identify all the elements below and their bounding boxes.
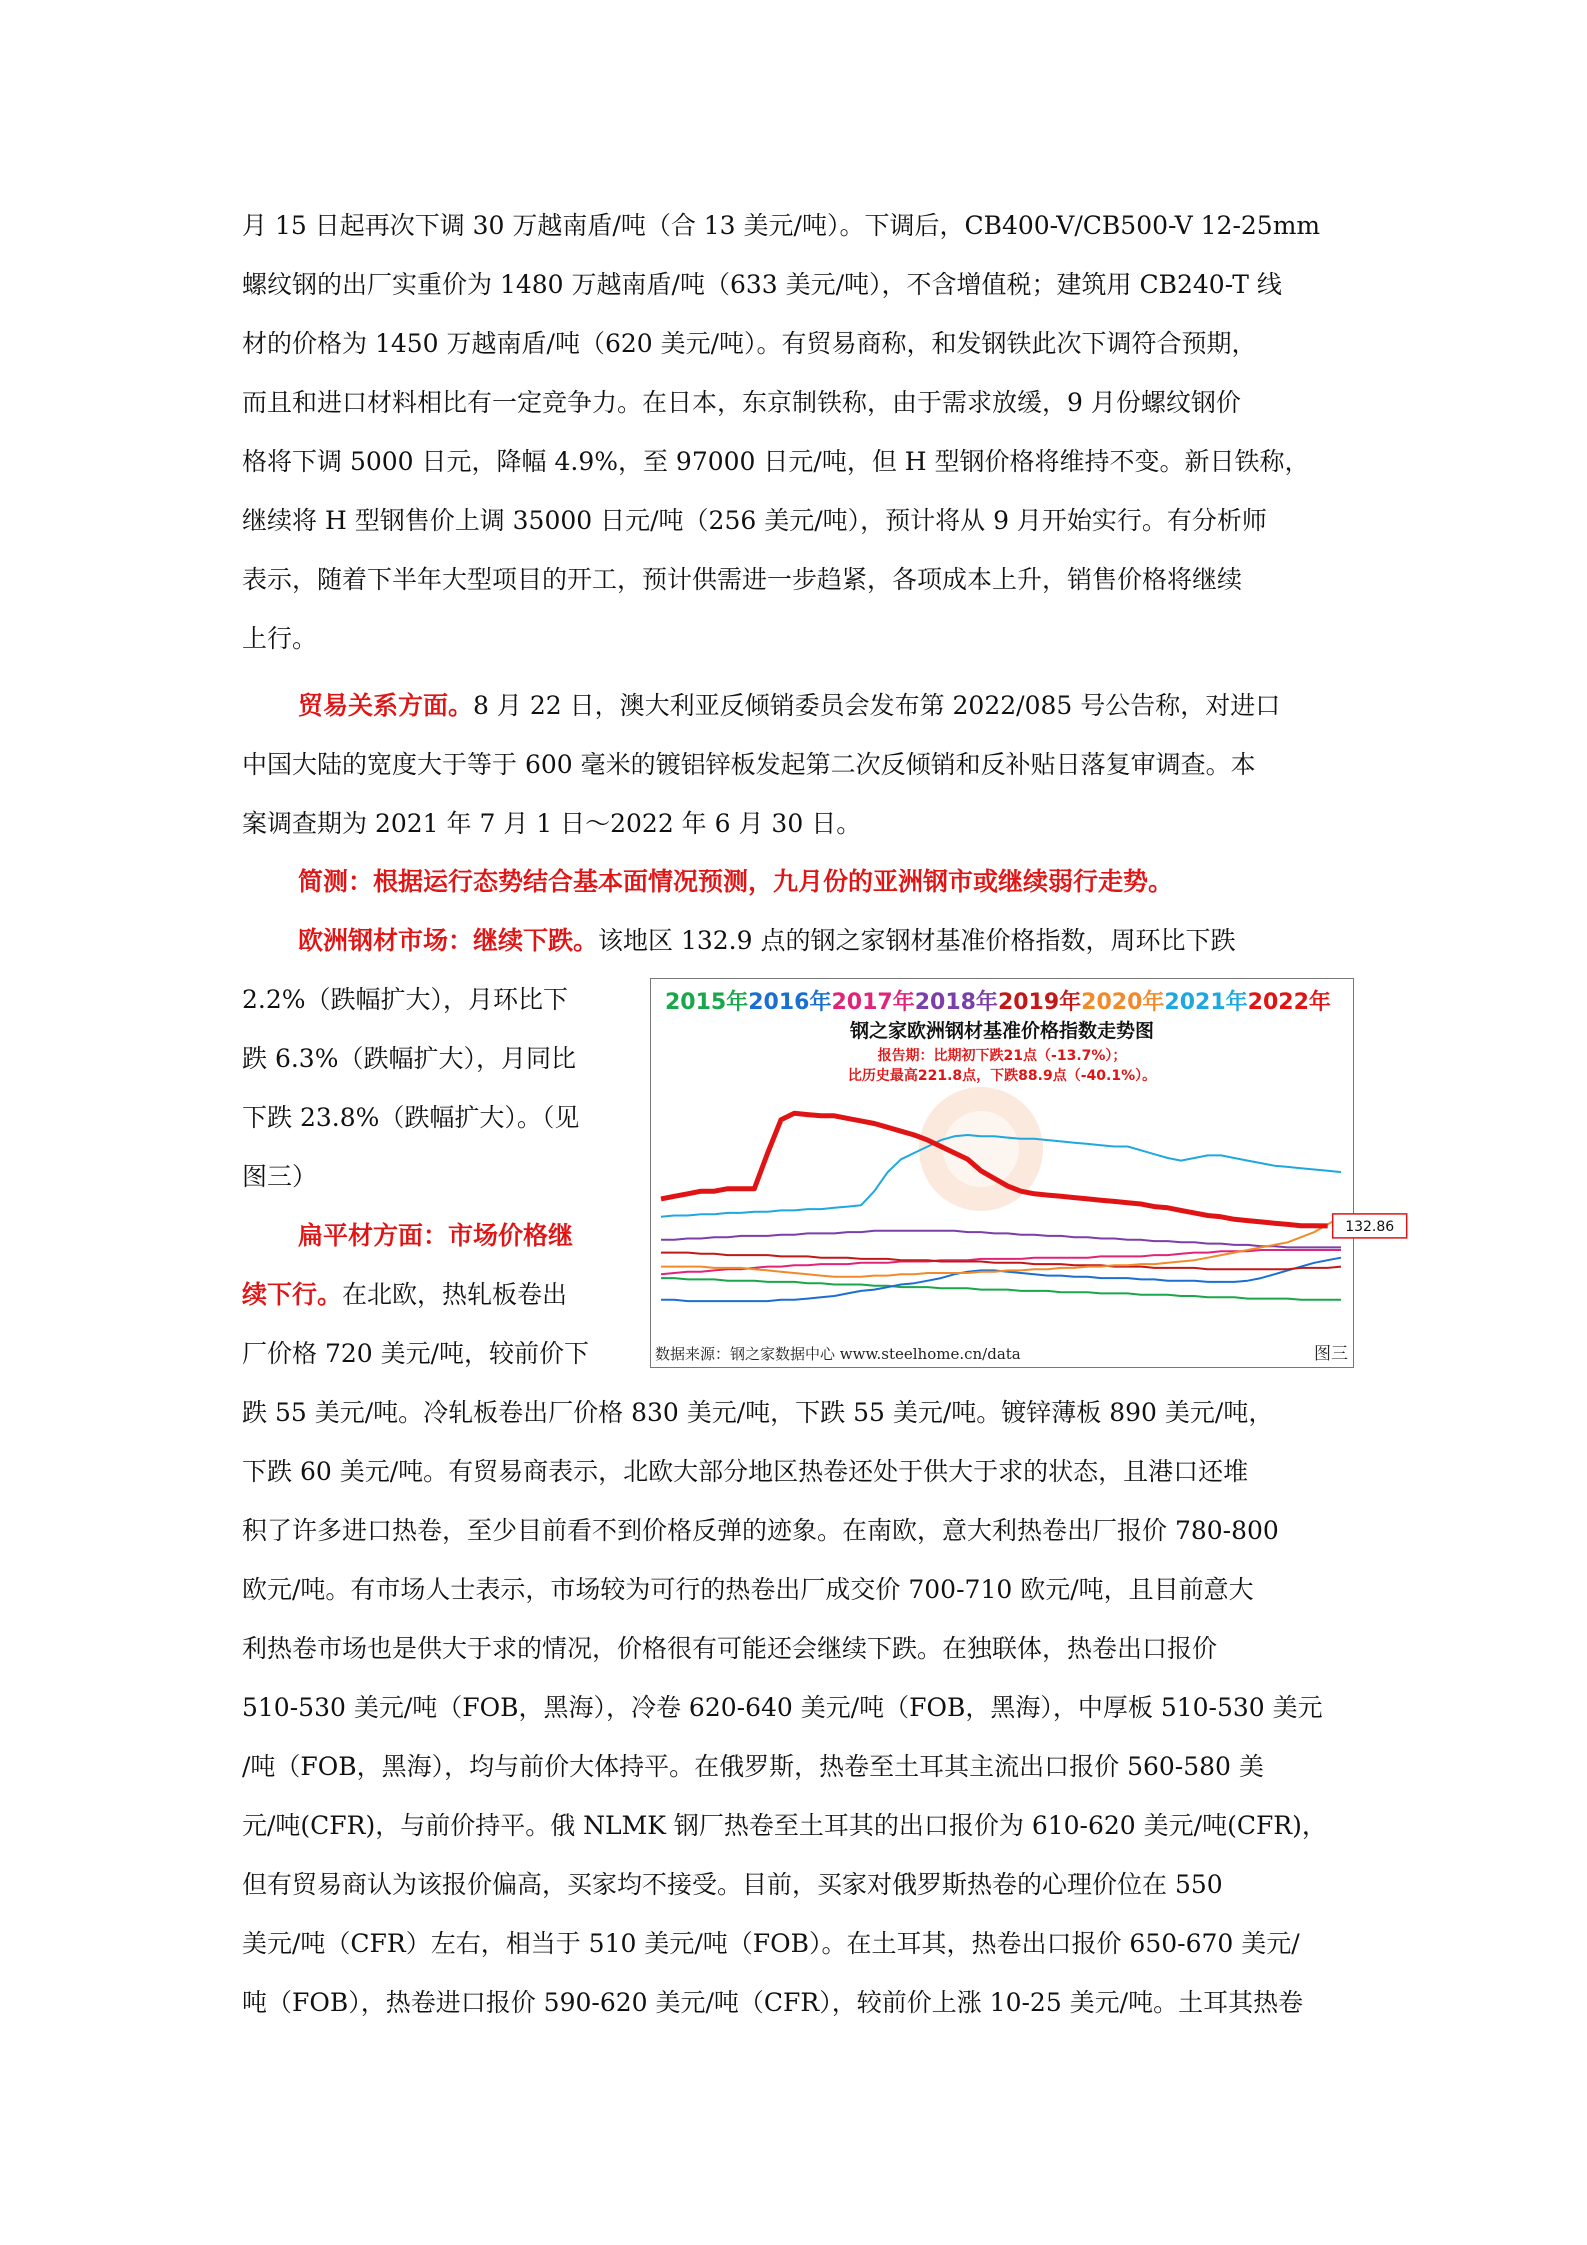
text-span: 在北欧，热轧板卷出 [342, 1280, 568, 1309]
year-label: 2020年 [1081, 990, 1165, 1015]
text-line: 格将下调 5000 日元，降幅 4.9%，至 97000 日元/吨，但 H 型钢价格将维持不变。新日铁称， [242, 447, 1310, 476]
report-line-1: 报告期：比期初下跌21点（-13.7%）； [877, 1048, 1127, 1064]
series-line-2016 [661, 1258, 1341, 1301]
section-lead-europe: 欧洲钢材市场：继续下跌。 [298, 926, 599, 955]
year-label: 2016年 [748, 990, 832, 1015]
text-line: 上行。 [242, 624, 318, 653]
text-line: 但有贸易商认为该报价偏高，买家均不接受。目前，买家对俄罗斯热卷的心理价位在 550 [242, 1870, 1223, 1899]
year-label: 2021年 [1164, 990, 1248, 1015]
text-span: 该地区 132.9 点的钢之家钢材基准价格指数，周环比下跌 [598, 926, 1236, 955]
text-line: 表示，随着下半年大型项目的开工，预计供需进一步趋紧，各项成本上升，销售价格将继续 [242, 565, 1243, 594]
text-line: 厂价格 720 美元/吨，较前价下 [242, 1339, 590, 1368]
text-line: 材的价格为 1450 万越南盾/吨（620 美元/吨）。有贸易商称，和发钢铁此次下调符合预期， [242, 329, 1257, 358]
text-line: 510-530 美元/吨（FOB，黑海），冷卷 620-640 美元/吨（FOB，黑海），中厚板 510-530 美元 [242, 1693, 1323, 1722]
text-line: 图三） [242, 1162, 318, 1191]
text-line: 螺纹钢的出厂实重价为 1480 万越南盾/吨（633 美元/吨），不含增值税；建筑用 CB240-T 线 [242, 270, 1282, 299]
text-line: 下跌 60 美元/吨。有贸易商表示，北欧大部分地区热卷还处于供大于求的状态，且港口还堆 [242, 1457, 1249, 1486]
text-line: 跌 55 美元/吨。冷轧板卷出厂价格 830 美元/吨，下跌 55 美元/吨。镀锌薄板 890 美元/吨， [242, 1398, 1274, 1427]
text-line: 美元/吨（CFR）左右，相当于 510 美元/吨（FOB）。在土耳其，热卷出口报价 650-670 美元/ [242, 1929, 1300, 1958]
text-line [242, 911, 1354, 970]
text-line: /吨（FOB，黑海），均与前价大体持平。在俄罗斯，热卷至土耳其主流出口报价 560-580 美 [242, 1752, 1264, 1781]
text-line: 继续将 H 型钢售价上调 35000 日元/吨（256 美元/吨），预计将从 9 月开始实行。有分析师 [242, 506, 1267, 535]
text-line: 而且和进口材料相比有一定竞争力。在日本，东京制铁称，由于需求放缓，9 月份螺纹钢价 [242, 388, 1241, 417]
text-line: 中国大陆的宽度大于等于 600 毫米的镀铝锌板发起第二次反倾销和反补贴日落复审调查。本 [242, 750, 1256, 779]
last-value-label: 132.86 [1345, 1218, 1395, 1235]
text-line [242, 676, 1354, 735]
price-index-chart [650, 978, 1395, 1368]
text-line [242, 1265, 622, 1324]
year-label: 2017年 [831, 990, 915, 1015]
year-label: 2022年 [1247, 990, 1331, 1015]
report-line-2: 比历史最高221.8点，下跌88.9点（-40.1%）。 [847, 1068, 1157, 1084]
text-line: 积了许多进口热卷，至少目前看不到价格反弹的迹象。在南欧，意大利热卷出厂报价 780-800 [242, 1516, 1279, 1545]
chart-title: 钢之家欧洲钢材基准价格指数走势图 [849, 1020, 1155, 1042]
text-line [242, 1206, 622, 1265]
section-lead-flat: 扁平材方面：市场价格继 [298, 1221, 574, 1250]
series-line-2018 [661, 1231, 1341, 1248]
chart-canvas [651, 979, 1395, 1367]
text-line: 利热卷市场也是供大于求的情况，价格很有可能还会继续下跌。在独联体，热卷出口报价 [242, 1634, 1218, 1663]
section-lead-flat-cont: 续下行。 [242, 1280, 343, 1309]
figure-label: 图三 [1314, 1344, 1348, 1364]
year-label: 2015年 [665, 990, 749, 1015]
text-line: 月 15 日起再次下调 30 万越南盾/吨（合 13 美元/吨）。下调后，CB400-V/CB500-V 12-25mm [242, 211, 1321, 240]
text-line: 吨（FOB），热卷进口报价 590-620 美元/吨（CFR），较前价上涨 10-25 美元/吨。土耳其热卷 [242, 1988, 1304, 2017]
text-line: 欧元/吨。有市场人士表示，市场较为可行的热卷出厂成交价 700-710 欧元/吨，且目前意大 [242, 1575, 1254, 1604]
text-line: 2.2%（跌幅扩大），月环比下 [242, 985, 569, 1014]
year-legend [665, 989, 1331, 1015]
text-line: 下跌 23.8%（跌幅扩大）。（见 [242, 1103, 580, 1132]
text-line: 元/吨(CFR)，与前价持平。俄 NLMK 钢厂热卷至土耳其的出口报价为 610-620 美元/吨(CFR)， [242, 1811, 1327, 1840]
forecast-line: 简测：根据运行态势结合基本面情况预测，九月份的亚洲钢市或继续弱行走势。 [298, 867, 1174, 896]
section-lead-trade: 贸易关系方面。 [298, 691, 474, 720]
watermark-logo-inner [943, 1111, 1019, 1187]
data-source: 数据来源：钢之家数据中心 www.steelhome.cn/data [655, 1345, 1021, 1363]
text-span: 8 月 22 日，澳大利亚反倾销委员会发布第 2022/085 号公告称，对进口 [473, 691, 1281, 720]
year-label: 2018年 [914, 990, 998, 1015]
year-label: 2019年 [997, 990, 1082, 1015]
text-line: 案调查期为 2021 年 7 月 1 日～2022 年 6 月 30 日。 [242, 809, 862, 838]
text-line: 跌 6.3%（跌幅扩大），月同比 [242, 1044, 576, 1073]
